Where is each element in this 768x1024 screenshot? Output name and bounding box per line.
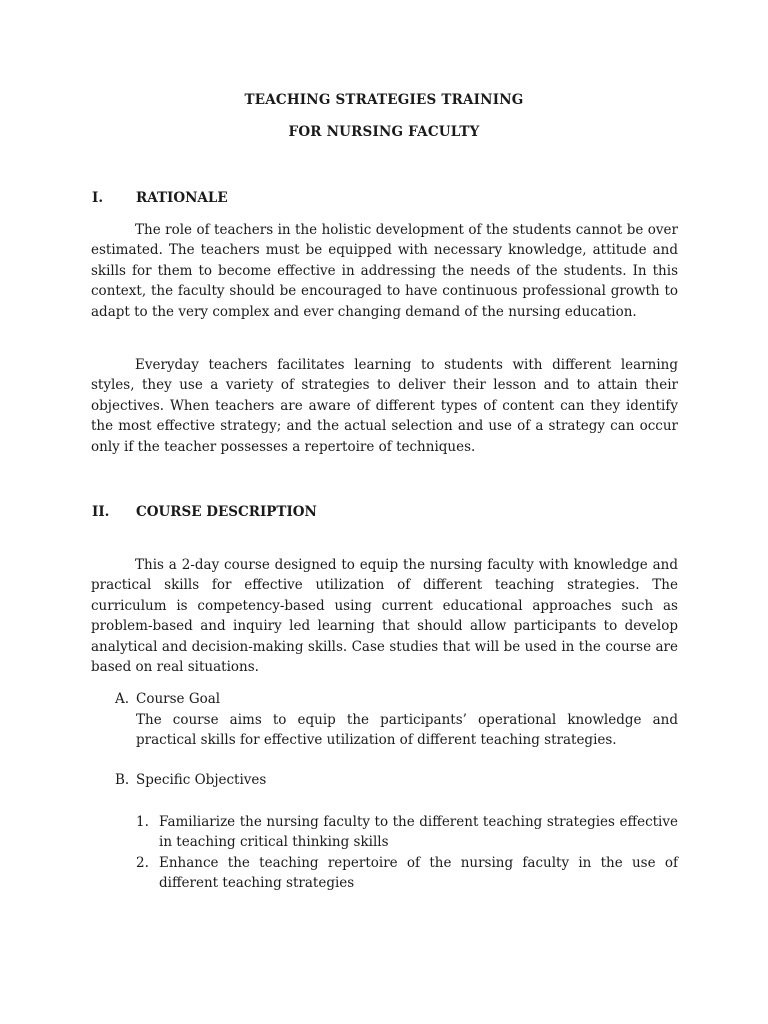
list-item-text: Enhance the teaching repertoire of the nursing faculty in the use of different teaching strategies bbox=[159, 854, 678, 892]
subsection-title: Specific Objectives bbox=[136, 772, 267, 788]
subsection-title: Course Goal bbox=[136, 691, 221, 707]
subsection-letter: A. bbox=[115, 691, 130, 707]
rationale-paragraph-1: The role of teachers in the holistic development of the students cannot be over estimated. The teachers must be equipped with necessary knowledge, attitude and skills for them to become effective in addressing the needs of the students. In this context, the faculty should be encouraged to have continuous professional growth to adapt to the very complex and ever changing demand of the nursing education. bbox=[91, 222, 678, 320]
section-title: COURSE DESCRIPTION bbox=[136, 504, 317, 520]
subsection-course-goal bbox=[115, 691, 220, 707]
section-heading-rationale bbox=[92, 190, 228, 206]
list-item-text: Familiarize the nursing faculty to the different teaching strategies effective in teaching critical thinking skills bbox=[159, 814, 678, 851]
rationale-paragraph-2: Everyday teachers facilitates learning to students with different learning styles, they use a variety of strategies to deliver their lesson and to attain their objectives. When teachers are aware of different types of content can they identify the most effective strategy; and the actual selection and use of a strategy can occur only if the teacher possesses a repertoire of techniques. bbox=[91, 357, 678, 455]
section-number: II. bbox=[92, 504, 110, 520]
course-description-paragraph: This a 2-day course designed to equip the nursing faculty with knowledge and practical skills for effective utilization of different teaching strategies. The curriculum is competency-based using current educational approaches such as problem-based and inquiry led learning that should allow participants to develop analytical and decision-making skills. Case studies that will be used in the course are based on real situations. bbox=[91, 557, 678, 676]
section-heading-course-description bbox=[92, 504, 317, 520]
section-title: RATIONALE bbox=[136, 190, 228, 206]
document-title-line-1: TEACHING STRATEGIES TRAINING bbox=[244, 92, 524, 108]
course-goal-text: The course aims to equip the participants’ operational knowledge and practical skills for effective utilization of different teaching strategies. bbox=[136, 712, 678, 749]
subsection-letter: B. bbox=[115, 772, 130, 788]
list-item bbox=[136, 853, 678, 894]
subsection-specific-objectives bbox=[115, 772, 266, 788]
list-item-number: 1. bbox=[136, 814, 149, 830]
list-item bbox=[136, 812, 678, 853]
document-title-line-2: FOR NURSING FACULTY bbox=[288, 124, 480, 140]
section-number: I. bbox=[92, 190, 104, 206]
list-item-number: 2. bbox=[136, 854, 149, 871]
objectives-list bbox=[136, 812, 678, 894]
